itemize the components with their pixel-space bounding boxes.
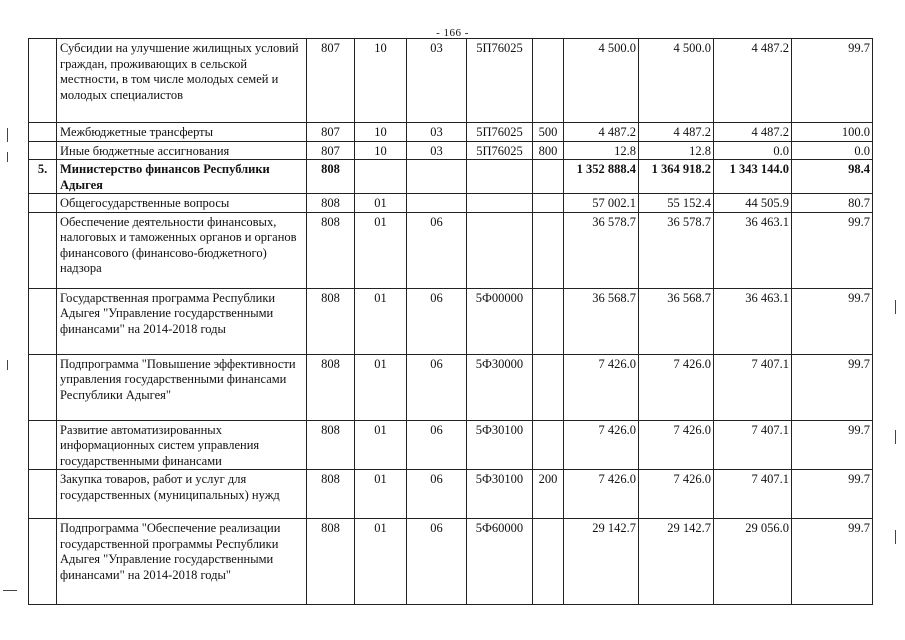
col-rz: 01 — [355, 212, 407, 288]
scan-mark — [3, 590, 17, 591]
col-actual: 4 487.2 — [714, 39, 792, 123]
col-actual: 4 487.2 — [714, 123, 792, 142]
col-actual: 7 407.1 — [714, 420, 792, 470]
col-ved: 807 — [307, 141, 355, 160]
col-pr: 06 — [407, 470, 467, 519]
col-plan: 4 487.2 — [564, 123, 639, 142]
col-vr: 200 — [533, 470, 564, 519]
scan-mark — [7, 152, 8, 162]
table-row — [29, 141, 873, 160]
table-row — [29, 212, 873, 288]
col-refined: 36 578.7 — [639, 212, 714, 288]
row-name: Развитие автоматизированных информационных систем управления государственными финансами — [57, 420, 307, 470]
row-name: Подпрограмма "Повышение эффективности управления государственными финансами Республики Адыгея" — [57, 354, 307, 420]
table-row — [29, 123, 873, 142]
col-pr: 06 — [407, 420, 467, 470]
col-refined: 29 142.7 — [639, 519, 714, 605]
col-plan: 7 426.0 — [564, 420, 639, 470]
col-pr: 03 — [407, 141, 467, 160]
table-row — [29, 288, 873, 354]
col-percent: 0.0 — [792, 141, 873, 160]
row-name: Субсидии на улучшение жилищных условий граждан, проживающих в сельской местности, в том числе молодых семей и молодых специалистов — [57, 39, 307, 123]
col-ved: 808 — [307, 354, 355, 420]
row-name: Общегосударственные вопросы — [57, 194, 307, 213]
col-ved: 808 — [307, 420, 355, 470]
col-ved: 808 — [307, 470, 355, 519]
col-pr: 06 — [407, 354, 467, 420]
col-rz — [355, 160, 407, 194]
col-percent: 99.7 — [792, 288, 873, 354]
col-rz: 01 — [355, 519, 407, 605]
table-row — [29, 194, 873, 213]
col-actual: 36 463.1 — [714, 212, 792, 288]
col-vr — [533, 354, 564, 420]
table-row — [29, 420, 873, 470]
col-pr — [407, 194, 467, 213]
row-name: Министерство финансов Республики Адыгея — [57, 160, 307, 194]
col-pr: 06 — [407, 519, 467, 605]
col-csr: 5П76025 — [467, 141, 533, 160]
col-vr — [533, 194, 564, 213]
row-index — [29, 194, 57, 213]
col-csr: 5Ф00000 — [467, 288, 533, 354]
col-refined: 7 426.0 — [639, 420, 714, 470]
page-number: - 166 - — [436, 27, 469, 39]
col-actual: 1 343 144.0 — [714, 160, 792, 194]
col-refined: 36 568.7 — [639, 288, 714, 354]
row-index — [29, 288, 57, 354]
row-index — [29, 141, 57, 160]
col-plan: 7 426.0 — [564, 470, 639, 519]
col-plan: 36 578.7 — [564, 212, 639, 288]
scan-mark — [895, 430, 896, 444]
col-vr — [533, 288, 564, 354]
col-csr: 5Ф60000 — [467, 519, 533, 605]
table-row — [29, 470, 873, 519]
col-rz: 10 — [355, 123, 407, 142]
row-index — [29, 470, 57, 519]
row-index — [29, 123, 57, 142]
scan-mark — [895, 530, 896, 544]
col-rz: 01 — [355, 194, 407, 213]
col-pr: 06 — [407, 212, 467, 288]
col-percent: 100.0 — [792, 123, 873, 142]
col-csr: 5Ф30100 — [467, 420, 533, 470]
col-rz: 01 — [355, 288, 407, 354]
col-csr — [467, 160, 533, 194]
col-rz: 01 — [355, 420, 407, 470]
col-vr — [533, 160, 564, 194]
col-plan: 4 500.0 — [564, 39, 639, 123]
col-pr — [407, 160, 467, 194]
scan-mark — [7, 360, 8, 370]
col-actual: 29 056.0 — [714, 519, 792, 605]
row-name: Обеспечение деятельности финансовых, налоговых и таможенных органов и органов финансового (финансово-бюджетного) надзора — [57, 212, 307, 288]
col-plan: 7 426.0 — [564, 354, 639, 420]
row-name: Закупка товаров, работ и услуг для государственных (муниципальных) нужд — [57, 470, 307, 519]
table-row — [29, 160, 873, 194]
col-ved: 808 — [307, 160, 355, 194]
col-plan: 29 142.7 — [564, 519, 639, 605]
table-body — [29, 39, 873, 605]
col-pr: 06 — [407, 288, 467, 354]
table-row — [29, 39, 873, 123]
col-plan: 57 002.1 — [564, 194, 639, 213]
col-actual: 7 407.1 — [714, 470, 792, 519]
row-index: 5. — [29, 160, 57, 194]
col-csr — [467, 212, 533, 288]
col-csr — [467, 194, 533, 213]
row-name: Иные бюджетные ассигнования — [57, 141, 307, 160]
col-ved: 808 — [307, 212, 355, 288]
row-name: Межбюджетные трансферты — [57, 123, 307, 142]
col-ved: 808 — [307, 288, 355, 354]
col-plan: 36 568.7 — [564, 288, 639, 354]
scan-mark — [7, 128, 8, 142]
col-vr — [533, 519, 564, 605]
col-ved: 807 — [307, 123, 355, 142]
col-vr: 800 — [533, 141, 564, 160]
col-vr — [533, 212, 564, 288]
row-index — [29, 39, 57, 123]
col-vr — [533, 39, 564, 123]
col-csr: 5Ф30100 — [467, 470, 533, 519]
col-refined: 7 426.0 — [639, 354, 714, 420]
col-csr: 5П76025 — [467, 123, 533, 142]
col-percent: 99.7 — [792, 39, 873, 123]
col-pr: 03 — [407, 123, 467, 142]
col-rz: 01 — [355, 354, 407, 420]
budget-table — [28, 38, 873, 605]
table-row — [29, 519, 873, 605]
col-csr: 5Ф30000 — [467, 354, 533, 420]
col-percent: 99.7 — [792, 470, 873, 519]
col-actual: 0.0 — [714, 141, 792, 160]
col-refined: 4 487.2 — [639, 123, 714, 142]
row-name: Подпрограмма "Обеспечение реализации государственной программы Республики Адыгея "Управление государственными финансами" на 2014-2018 годы" — [57, 519, 307, 605]
col-plan: 1 352 888.4 — [564, 160, 639, 194]
col-refined: 7 426.0 — [639, 470, 714, 519]
col-percent: 99.7 — [792, 420, 873, 470]
scan-mark — [895, 300, 896, 314]
row-name: Государственная программа Республики Адыгея "Управление государственными финансами" на 2014-2018 годы — [57, 288, 307, 354]
row-index — [29, 354, 57, 420]
col-refined: 1 364 918.2 — [639, 160, 714, 194]
col-rz: 10 — [355, 141, 407, 160]
col-refined: 4 500.0 — [639, 39, 714, 123]
col-pr: 03 — [407, 39, 467, 123]
col-vr: 500 — [533, 123, 564, 142]
col-rz: 01 — [355, 470, 407, 519]
col-percent: 80.7 — [792, 194, 873, 213]
row-index — [29, 519, 57, 605]
col-percent: 98.4 — [792, 160, 873, 194]
col-ved: 808 — [307, 519, 355, 605]
col-actual: 7 407.1 — [714, 354, 792, 420]
col-vr — [533, 420, 564, 470]
col-ved: 807 — [307, 39, 355, 123]
col-percent: 99.7 — [792, 354, 873, 420]
col-percent: 99.7 — [792, 212, 873, 288]
col-rz: 10 — [355, 39, 407, 123]
col-refined: 55 152.4 — [639, 194, 714, 213]
col-plan: 12.8 — [564, 141, 639, 160]
row-index — [29, 420, 57, 470]
col-refined: 12.8 — [639, 141, 714, 160]
col-ved: 808 — [307, 194, 355, 213]
col-actual: 44 505.9 — [714, 194, 792, 213]
col-csr: 5П76025 — [467, 39, 533, 123]
row-index — [29, 212, 57, 288]
col-percent: 99.7 — [792, 519, 873, 605]
table-row — [29, 354, 873, 420]
col-actual: 36 463.1 — [714, 288, 792, 354]
